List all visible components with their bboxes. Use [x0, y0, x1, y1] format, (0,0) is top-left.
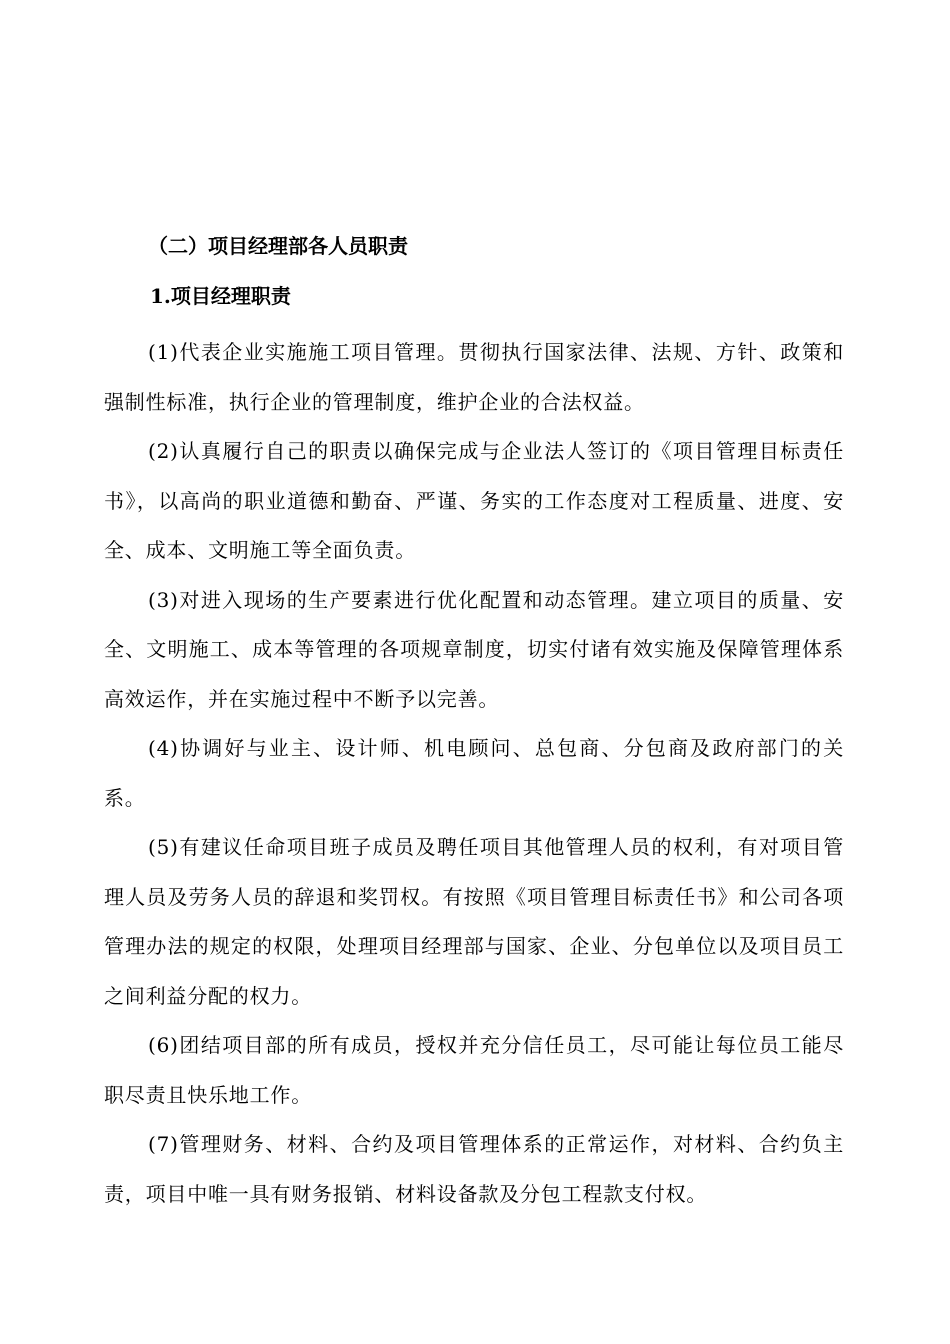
paragraph-2: (2)认真履行自己的职责以确保完成与企业法人签订的《项目管理目标责任书》，以高尚的职业道德和勤奋、严谨、务实的工作态度对工程质量、进度、安全、成本、文明施工等全面负责。	[104, 439, 844, 562]
paragraph-3: (3)对进入现场的生产要素进行优化配置和动态管理。建立项目的质量、安全、文明施工、成本等管理的各项规章制度，切实付诸有效实施及保障管理体系高效运作，并在实施过程中不断予以完善。	[104, 587, 844, 711]
paragraph-1: (1)代表企业实施施工项目管理。贯彻执行国家法律、法规、方针、政策和强制性标准，执行企业的管理制度，维护企业的合法权益。	[104, 340, 844, 414]
paragraph-6: (6)团结项目部的所有成员，授权并充分信任员工，尽可能让每位员工能尽职尽责且快乐地工作。	[104, 1033, 844, 1107]
paragraph-7: (7)管理财务、材料、合约及项目管理体系的正常运作，对材料、合约负主责，项目中唯一具有财务报销、材料设备款及分包工程款支付权。	[104, 1132, 844, 1206]
paragraph-4: (4)协调好与业主、设计师、机电顾问、总包商、分包商及政府部门的关系。	[104, 736, 844, 810]
section-heading: （二）项目经理部各人员职责	[148, 234, 408, 258]
sub-heading: 1.项目经理职责	[150, 284, 291, 308]
document-page	[104, 230, 844, 1219]
paragraph-5: (5)有建议任命项目班子成员及聘任项目其他管理人员的权利，有对项目管理人员及劳务人员的辞退和奖罚权。有按照《项目管理目标责任书》和公司各项管理办法的规定的权限，处理项目经理部与国家、企业、分包单位以及项目员工之间利益分配的权力。	[104, 835, 844, 1008]
